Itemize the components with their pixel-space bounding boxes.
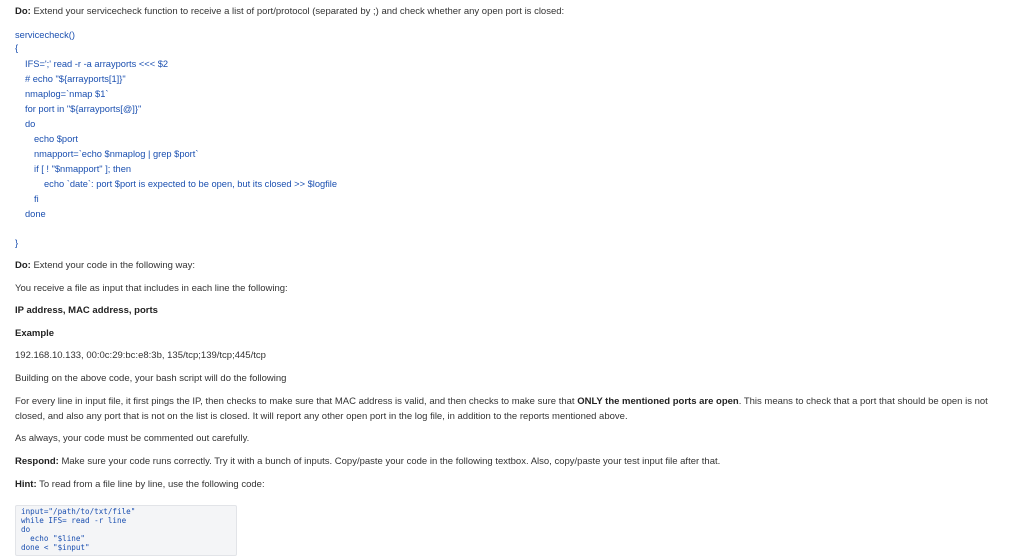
code1-line-done: done bbox=[25, 209, 46, 219]
code1-line-ifs: IFS=';' read -r -a arrayports <<< $2 bbox=[25, 59, 169, 69]
code2-line-echo: echo "$line" bbox=[21, 534, 86, 543]
code1-line-nmapport: nmapport=`echo $nmaplog | grep $port` bbox=[34, 149, 199, 159]
code1-func-name: servicecheck() bbox=[15, 30, 75, 40]
building-text: Building on the above code, your bash script will do the following bbox=[15, 373, 287, 384]
task1-text: Extend your servicecheck function to receive a list of port/protocol (separated by ;) and check whether any open port is closed: bbox=[30, 6, 565, 17]
hint-text: To read from a file line by line, use the following code: bbox=[36, 479, 265, 490]
para-after: . This means to check that a port that should be open is not closed, and also any port that is not on the list is closed. It will report any other open port in the log file, in addition to the reports mentioned above. bbox=[15, 396, 988, 422]
code2-line-do: do bbox=[21, 525, 31, 534]
example-label-text: Example bbox=[15, 328, 55, 339]
respond-label: Respond: bbox=[15, 456, 59, 467]
code1-open-brace: { bbox=[15, 43, 19, 54]
code1-close-brace: } bbox=[15, 238, 19, 249]
task1-instruction bbox=[15, 6, 564, 18]
para-bold: ONLY the mentioned ports are open bbox=[577, 396, 739, 407]
comment-note: As always, your code must be commented out carefully. bbox=[15, 433, 250, 444]
hint-label: Hint: bbox=[15, 479, 37, 490]
code1-line-echo: echo $port bbox=[34, 134, 78, 144]
code1-line-comment: # echo "${arrayports[1]}" bbox=[25, 74, 126, 84]
example-value: 192.168.10.133, 00:0c:29:bc:e8:3b, 135/tcp;139/tcp;445/tcp bbox=[15, 350, 266, 361]
requirements-paragraph bbox=[15, 394, 1020, 424]
code1-line-if: if [ ! "$nmapport" ]; then bbox=[34, 164, 132, 174]
code1-line-for: for port in "${arrayports[@]}" bbox=[25, 104, 142, 114]
hint-instruction bbox=[15, 479, 265, 491]
task2-label: Do: bbox=[15, 260, 31, 271]
respond-instruction bbox=[15, 456, 720, 468]
para-before: For every line in input file, it first pings the IP, then checks to make sure that MAC address is valid, and then checks to make sure that bbox=[15, 396, 578, 407]
code1-line-nmaplog: nmaplog=`nmap $1` bbox=[25, 89, 109, 99]
input-format-text: IP address, MAC address, ports bbox=[15, 305, 158, 316]
task2-text: Extend your code in the following way: bbox=[30, 260, 196, 271]
respond-text: Make sure your code runs correctly. Try it with a bunch of inputs. Copy/paste your code in the following textbox. Also, copy/paste your test input file after that. bbox=[58, 456, 721, 467]
example-label bbox=[15, 328, 54, 340]
input-format bbox=[15, 305, 158, 317]
task1-label: Do: bbox=[15, 6, 31, 17]
hint-code-block bbox=[15, 505, 237, 556]
input-intro: You receive a file as input that includes in each line the following: bbox=[15, 283, 288, 294]
code2-line-while: while IFS= read -r line bbox=[21, 516, 127, 525]
task2-instruction bbox=[15, 260, 195, 272]
code1-line-do: do bbox=[25, 119, 36, 129]
code1-line-echo-date: echo `date`: port $port is expected to be open, but its closed >> $logfile bbox=[44, 179, 338, 189]
code1-line-fi: fi bbox=[34, 194, 39, 204]
code2-line-done: done < "$input" bbox=[21, 543, 90, 552]
code2-line-input: input="/path/to/txt/file" bbox=[21, 507, 136, 516]
